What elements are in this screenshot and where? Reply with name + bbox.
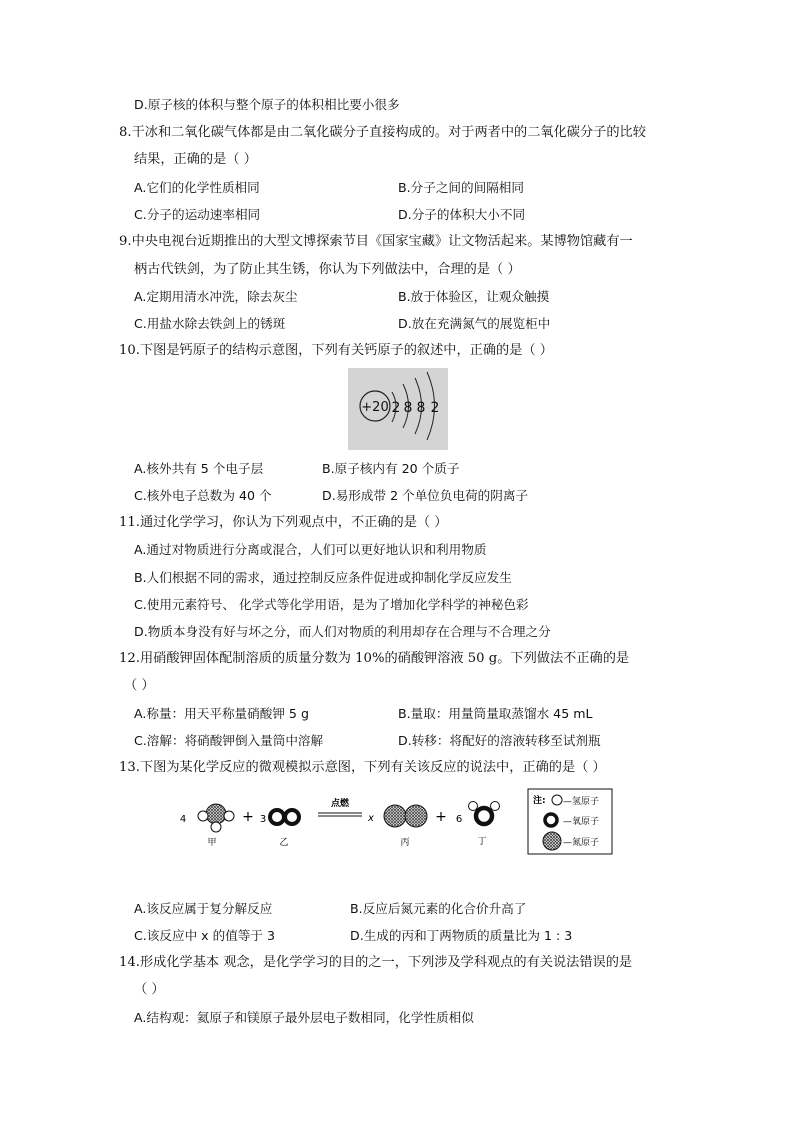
molecule-ding <box>469 802 500 825</box>
q12-stem-line2: （ ） <box>124 678 155 693</box>
label-ding: 丁 <box>477 837 487 847</box>
q11-option-a: A.通过对物质进行分离或混合，人们可以更好地认识和利用物质 <box>134 542 487 557</box>
q11-option-c: C.使用元素符号、 化学式等化学用语，是为了增加化学科学的神秘色彩 <box>134 597 529 612</box>
coef-bing: x <box>368 813 374 824</box>
q13-option-a: A.该反应属于复分解反应 <box>134 901 273 916</box>
q10-option-b: B.原子核内有 20 个质子 <box>322 461 460 476</box>
q7-option-d: D.原子核的体积与整个原子的体积相比要小很多 <box>134 97 400 112</box>
hydrogen-atom <box>491 802 500 811</box>
q11-option-d: D.物质本身没有好与坏之分，而人们对物质的利用却存在合理与不合理之分 <box>134 624 551 639</box>
q10-option-a: A.核外共有 5 个电子层 <box>134 461 264 476</box>
q8-option-b: B.分子之间的间隔相同 <box>398 180 524 195</box>
label-jia: 甲 <box>207 838 217 848</box>
q13-option-c: C.该反应中 x 的值等于 3 <box>134 928 276 943</box>
q9-stem-line2: 柄古代铁剑，为了防止其生锈，你认为下列做法中，合理的是（ ） <box>134 262 521 277</box>
plus-sign-1: + <box>242 809 254 825</box>
q10-option-d: D.易形成带 2 个单位负电荷的阴离子 <box>322 488 529 503</box>
q14-option-a: A.结构观：氦原子和镁原子最外层电子数相同，化学性质相似 <box>134 1010 474 1025</box>
label-yi: 乙 <box>279 838 289 848</box>
q12-option-d: D.转移：将配好的溶液转移至试剂瓶 <box>398 733 601 748</box>
q8-option-d: D.分子的体积大小不同 <box>398 207 526 222</box>
q10-stem: 10.下图是钙原子的结构示意图，下列有关钙原子的叙述中，正确的是（ ） <box>119 343 553 358</box>
hydrogen-atom <box>211 822 221 832</box>
hydrogen-atom <box>198 811 208 821</box>
coef-yi: 3 <box>259 814 267 825</box>
nitrogen-atom <box>206 804 226 824</box>
molecule-jia <box>198 804 234 832</box>
shell-count-3: 8 <box>416 400 426 416</box>
q10-option-c: C.核外电子总数为 40 个 <box>134 488 272 503</box>
q11-stem: 11.通过化学学习，你认为下列观点中，不正确的是（ ） <box>119 515 448 530</box>
legend-nitrogen-icon <box>543 832 561 850</box>
q8-stem-line1: 8.干冰和二氧化碳气体都是由二氧化碳分子直接构成的。对于两者中的二氧化碳分子的比较 <box>119 125 646 140</box>
q9-option-b: B.放于体验区，让观众触摸 <box>398 289 550 304</box>
hydrogen-atom <box>224 811 234 821</box>
q12-stem-line1: 12.用硝酸钾固体配制溶质的质量分数为 10%的硝酸钾溶液 50 g。下列做法不正确的是 <box>119 651 630 666</box>
coef-jia: 4 <box>179 814 187 825</box>
oxygen-atom <box>270 810 284 824</box>
q8-stem-line2: 结果，正确的是（ ） <box>134 152 257 167</box>
shell-count-2: 8 <box>403 400 413 416</box>
label-bing: 丙 <box>400 838 410 848</box>
q14-stem-line2: （ ） <box>134 982 165 997</box>
q12-option-c: C.溶解：将硝酸钾倒入量筒中溶解 <box>134 733 324 748</box>
q14-stem-line1: 14.形成化学基本 观念，是化学学习的目的之一，下列涉及学科观点的有关说法错误的是 <box>119 955 633 970</box>
molecule-bing <box>384 805 427 827</box>
nucleus-charge: +20 <box>361 400 389 415</box>
nitrogen-atom <box>405 805 427 827</box>
nitrogen-atom <box>384 805 406 827</box>
oxygen-atom <box>476 808 492 824</box>
legend-nitrogen-label: —氮原子 <box>563 838 600 848</box>
q9-stem-line1: 9.中央电视台近期推出的大型文博探索节目《国家宝藏》让文物活起来。某博物馆藏有一 <box>119 234 633 249</box>
legend-hydrogen-label: —氢原子 <box>563 797 600 807</box>
shell-count-1: 2 <box>391 400 401 416</box>
legend-title: 注: <box>533 796 546 806</box>
coef-ding: 6 <box>455 814 463 825</box>
q8-option-c: C.分子的运动速率相同 <box>134 207 261 222</box>
calcium-atom-diagram <box>348 368 448 450</box>
q12-option-a: A.称量：用天平称量硝酸钾 5 g <box>134 706 309 721</box>
legend-box <box>528 789 612 854</box>
q13-option-d: D.生成的丙和丁两物质的质量比为 1 : 3 <box>350 928 573 943</box>
plus-sign-2: + <box>435 809 447 825</box>
q9-option-c: C.用盐水除去铁剑上的锈斑 <box>134 316 286 331</box>
legend-hydrogen-icon <box>552 795 562 805</box>
q9-option-d: D.放在充满氮气的展览柜中 <box>398 316 551 331</box>
q8-option-a: A.它们的化学性质相同 <box>134 180 260 195</box>
shell-count-4: 2 <box>430 400 440 416</box>
legend-oxygen-icon <box>545 814 557 826</box>
q13-stem: 13.下图为某化学反应的微观模拟示意图，下列有关该反应的说法中，正确的是（ ） <box>119 760 606 775</box>
reaction-micro-diagram <box>170 786 615 858</box>
q11-option-b: B.人们根据不同的需求，通过控制反应条件促进或抑制化学反应发生 <box>134 570 512 585</box>
reaction-condition: 点燃 <box>330 799 350 809</box>
q9-option-a: A.定期用清水冲洗，除去灰尘 <box>134 289 298 304</box>
molecule-yi <box>270 810 299 824</box>
q12-option-b: B.量取：用量筒量取蒸馏水 45 mL <box>398 706 593 721</box>
oxygen-atom <box>285 810 299 824</box>
q13-option-b: B.反应后氮元素的化合价升高了 <box>350 901 527 916</box>
hydrogen-atom <box>469 802 478 811</box>
legend-oxygen-label: —氧原子 <box>563 817 600 827</box>
